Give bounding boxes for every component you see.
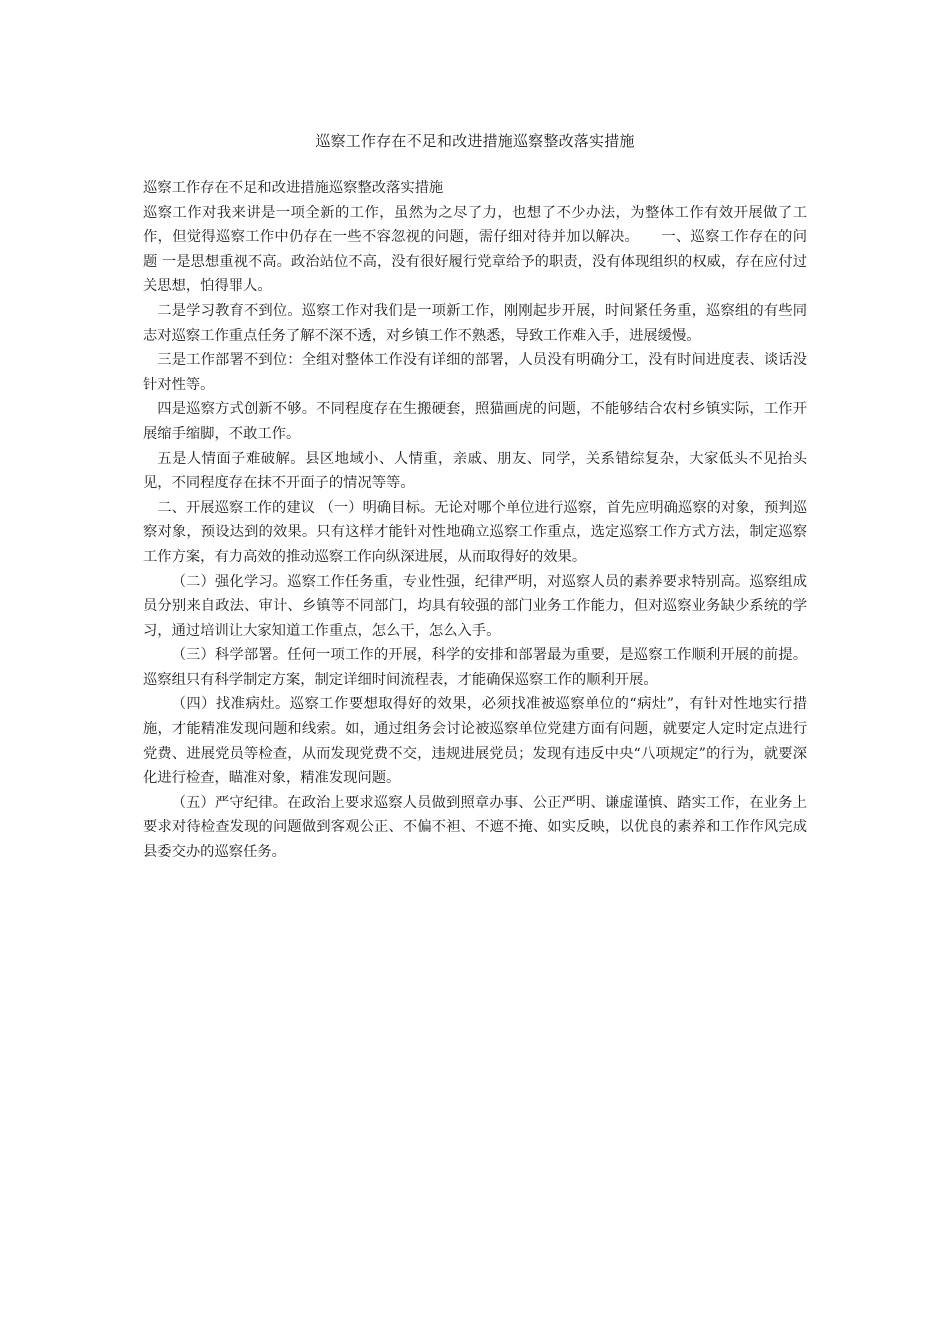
paragraph: 四是巡察方式创新不够。不同程度存在生搬硬套，照猫画虎的问题，不能够结合农村乡镇实际，工作开展缩手缩脚，不敢工作。 [143,401,807,442]
paragraph: 二、开展巡察工作的建议 （一）明确目标。无论对哪个单位进行巡察，首先应明确巡察的对象，预判巡察对象，预设达到的效果。只有这样才能针对性地确立巡察工作重点，选定巡察工作方式方法，制定巡察工作方案，有力高效的推动巡察工作向纵深进展，从而取得好的效果。 [143,499,807,565]
document-subtitle: 巡察工作存在不足和改进措施巡察整改落实措施 [143,180,444,196]
paragraph: 二是学习教育不到位。巡察工作对我们是一项新工作，刚刚起步开展，时间紧任务重，巡察组的有些同志对巡察工作重点任务了解不深不透，对乡镇工作不熟悉，导致工作难入手，进展缓慢。 [143,302,807,344]
document-body [143,176,807,865]
paragraph: （三）科学部署。任何一项工作的开展，科学的安排和部署最为重要，是巡察工作顺利开展的前提。巡察组只有科学制定方案，制定详细时间流程表，才能确保巡察工作的顺利开展。 [143,647,807,688]
paragraph: （四）找准病灶。巡察工作要想取得好的效果，必须找准被巡察单位的“病灶”，有针对性地实行措施，才能精准发现问题和线索。如，通过组务会讨论被巡察单位党建方面有问题，就要定人定时定点进行党费、进展党员等检查，从而发现党费不交，违规进展党员；发现有违反中央“八项规定”的行为，就要深化进行检查，瞄准对象，精准发现问题。 [143,696,807,787]
paragraph: （五）严守纪律。在政治上要求巡察人员做到照章办事、公正严明、谦虚谨慎、踏实工作，在业务上要求对待检查发现的问题做到客观公正、不偏不袒、不遮不掩、如实反映，以优良的素养和工作作风完成县委交办的巡察任务。 [143,794,807,861]
paragraph: 三是工作部署不到位：全组对整体工作没有详细的部署，人员没有明确分工，没有时间进度表、谈话没针对性等。 [143,352,807,393]
document-title: 巡察工作存在不足和改进措施巡察整改落实措施 [315,132,635,150]
paragraph: （二）强化学习。巡察工作任务重，专业性强，纪律严明，对巡察人员的素养要求特别高。巡察组成员分别来自政法、审计、乡镇等不同部门，均具有较强的部门业务工作能力，但对巡察业务缺少系统的学习，通过培训让大家知道工作重点，怎么干，怎么入手。 [143,573,807,639]
paragraph: 五是人情面子难破解。县区地域小、人情重，亲戚、朋友、同学，关系错综复杂，大家低头不见抬头见，不同程度存在抹不开面子的情况等等。 [143,450,807,492]
paragraph: 巡察工作对我来讲是一项全新的工作，虽然为之尽了力，也想了不少办法，为整体工作有效开展做了工作，但觉得巡察工作中仍存在一些不容忽视的问题，需仔细对待并加以解决。 一、巡察工作存在的问题 一是思想重视不高。政治站位不高，没有很好履行党章给予的职责，没有体现组织的权威，存在应付过关思想，怕得罪人。 [143,204,807,295]
